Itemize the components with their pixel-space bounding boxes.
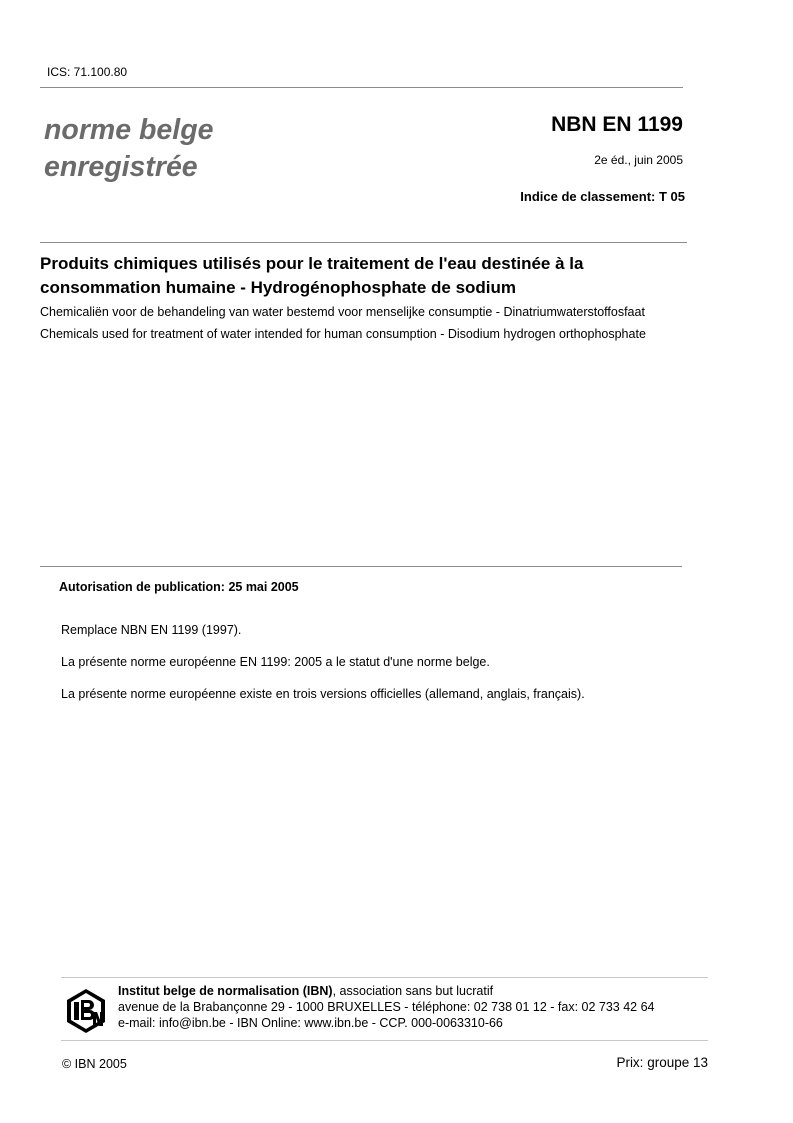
institute-name: Institut belge de normalisation (IBN)	[118, 984, 333, 998]
note-status: La présente norme européenne EN 1199: 2005 a le statut d'une norme belge.	[61, 655, 490, 669]
edition-date: 2e éd., juin 2005	[594, 153, 683, 167]
institute-contact: e-mail: info@ibn.be - IBN Online: www.ibn.be - CCP. 000-0063310-66	[118, 1016, 503, 1030]
ics-code: ICS: 71.100.80	[47, 65, 128, 79]
divider-title	[40, 242, 687, 243]
institute-address: avenue de la Brabançonne 29 - 1000 BRUXELLES - téléphone: 02 738 01 12 - fax: 02 733 42 64	[118, 1000, 655, 1014]
divider-footer-top	[61, 977, 708, 978]
norme-line-1: norme belge	[44, 114, 214, 146]
title-dutch: Chemicaliën voor de behandeling van water bestemd voor menselijke consumptie - Dinatriumwaterstoffosfaat	[40, 305, 645, 319]
note-versions: La présente norme européenne existe en trois versions officielles (allemand, anglais, français).	[61, 687, 585, 701]
norme-belge-heading	[44, 112, 213, 186]
divider-top	[40, 87, 683, 88]
norme-line-2: enregistrée	[44, 151, 198, 183]
divider-publication	[40, 566, 682, 567]
divider-footer-bottom	[61, 1040, 708, 1041]
publication-authorisation: Autorisation de publication: 25 mai 2005	[59, 580, 299, 594]
institute-block	[118, 983, 655, 1031]
note-replaces: Remplace NBN EN 1199 (1997).	[61, 623, 242, 637]
standard-number: NBN EN 1199	[551, 113, 683, 136]
institute-suffix: , association sans but lucratif	[332, 984, 494, 998]
classification-index: Indice de classement: T 05	[520, 189, 685, 204]
title-english: Chemicals used for treatment of water intended for human consumption - Disodium hydrogen orthophosphate	[40, 327, 646, 341]
copyright: © IBN 2005	[62, 1057, 127, 1071]
institute-name-line	[118, 983, 655, 999]
price-group: Prix: groupe 13	[616, 1055, 708, 1070]
ibn-logo-icon	[66, 988, 106, 1034]
title-french: Produits chimiques utilisés pour le traitement de l'eau destinée à la consommation humaine - Hydrogénophosphate de sodium	[40, 254, 584, 297]
